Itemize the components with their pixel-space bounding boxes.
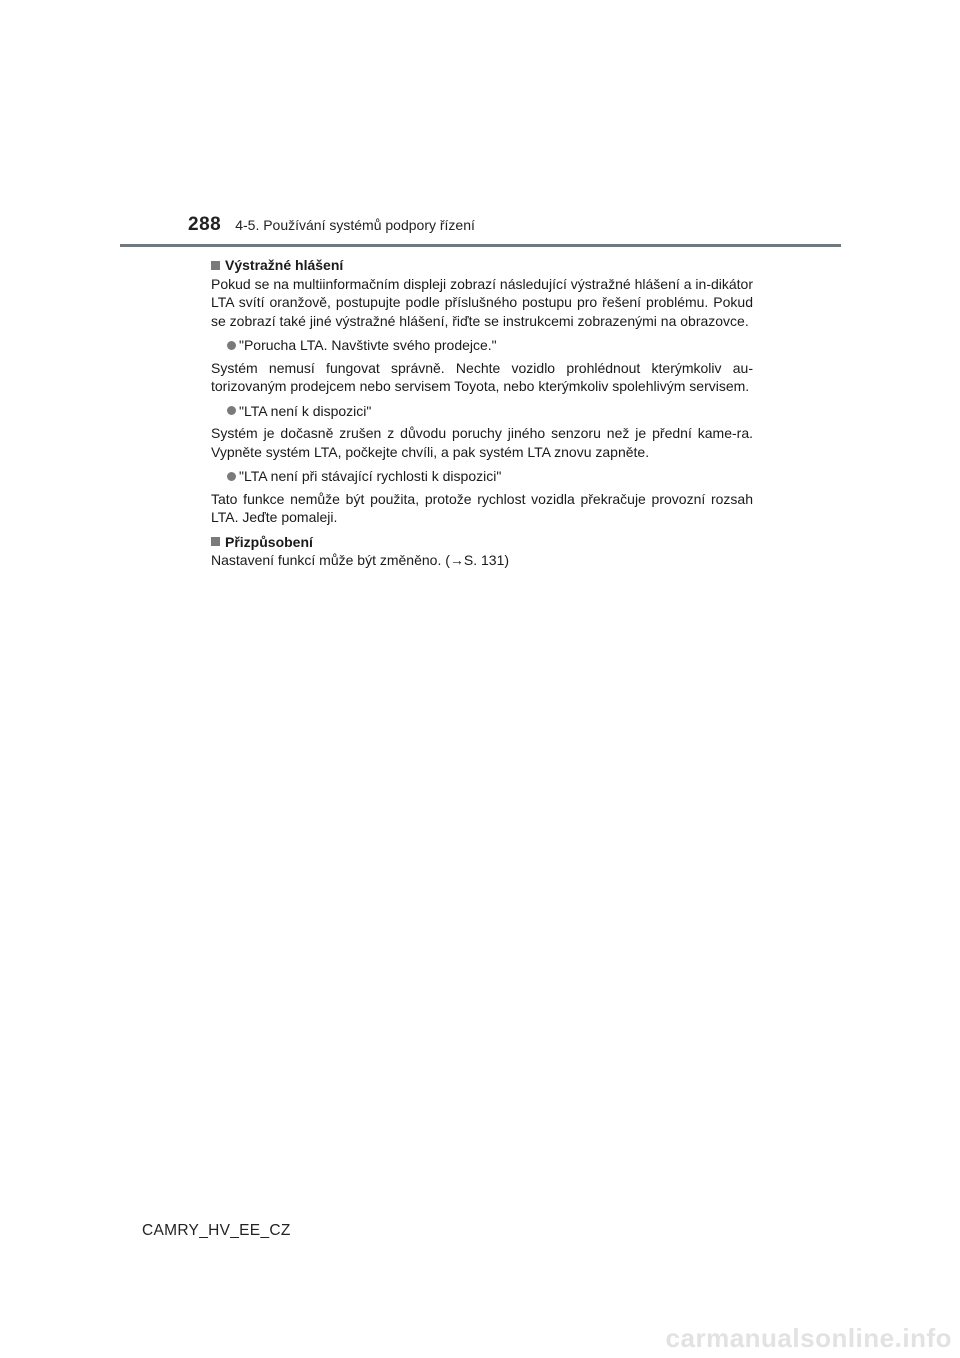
list-item-label: "Porucha LTA. Navštivte svého prodejce." <box>239 337 497 353</box>
list-item-paragraph: Systém nemusí fungovat správně. Nechte vozidlo prohlédnout kterýmkoliv au-torizovaným prodejcem nebo servisem Toyota, nebo kterýmkoliv spolehlivým servisem. <box>211 359 753 394</box>
round-bullet-icon <box>227 341 236 350</box>
heading-text: Přizpůsobení <box>225 533 313 550</box>
list-item-paragraph: Tato funkce nemůže být použita, protože rychlost vozidla překračuje provozní rozsah LTA. Jeďte pomaleji. <box>211 490 753 525</box>
round-bullet-icon <box>227 406 236 415</box>
section-title: 4-5. Používání systémů podpory řízení <box>235 217 475 233</box>
customization-paragraph: Nastavení funkcí může být změněno. (→S. 131) <box>211 552 510 568</box>
document-code: CAMRY_HV_EE_CZ <box>142 1222 291 1239</box>
page-number: 288 <box>188 214 222 235</box>
list-item-label: "LTA není při stávající rychlosti k dispozici" <box>239 468 502 484</box>
list-item <box>227 402 753 421</box>
list-item <box>227 336 753 355</box>
square-bullet-icon <box>211 537 220 546</box>
list-item-paragraph: Systém je dočasně zrušen z důvodu poruchy jiného senzoru než je přední kame-ra. Vypněte systém LTA, počkejte chvíli, a pak systém LTA znovu zapněte. <box>211 425 753 460</box>
square-bullet-icon <box>211 261 220 270</box>
warning-intro-paragraph: Pokud se na multiinformačním displeji zobrazí následující výstražné hlášení a in-dikátor LTA svítí oranžově, postupujte podle příslušného postupu pro řešení problému. Pokud se zobrazí také jiné výstražné hlášení, řiďte se instrukcemi zobrazenými na obrazovce. <box>211 275 753 329</box>
list-item <box>227 467 753 486</box>
page-content <box>211 254 753 576</box>
heading-text: Výstražné hlášení <box>225 257 344 273</box>
watermark: carmanualsonline.info <box>665 1323 952 1353</box>
section-heading-warning <box>211 256 753 275</box>
round-bullet-icon <box>227 472 236 481</box>
section-heading-customization <box>211 533 753 552</box>
page-header <box>188 214 475 238</box>
list-item-label: "LTA není k dispozici" <box>239 402 372 419</box>
header-divider <box>120 244 841 247</box>
